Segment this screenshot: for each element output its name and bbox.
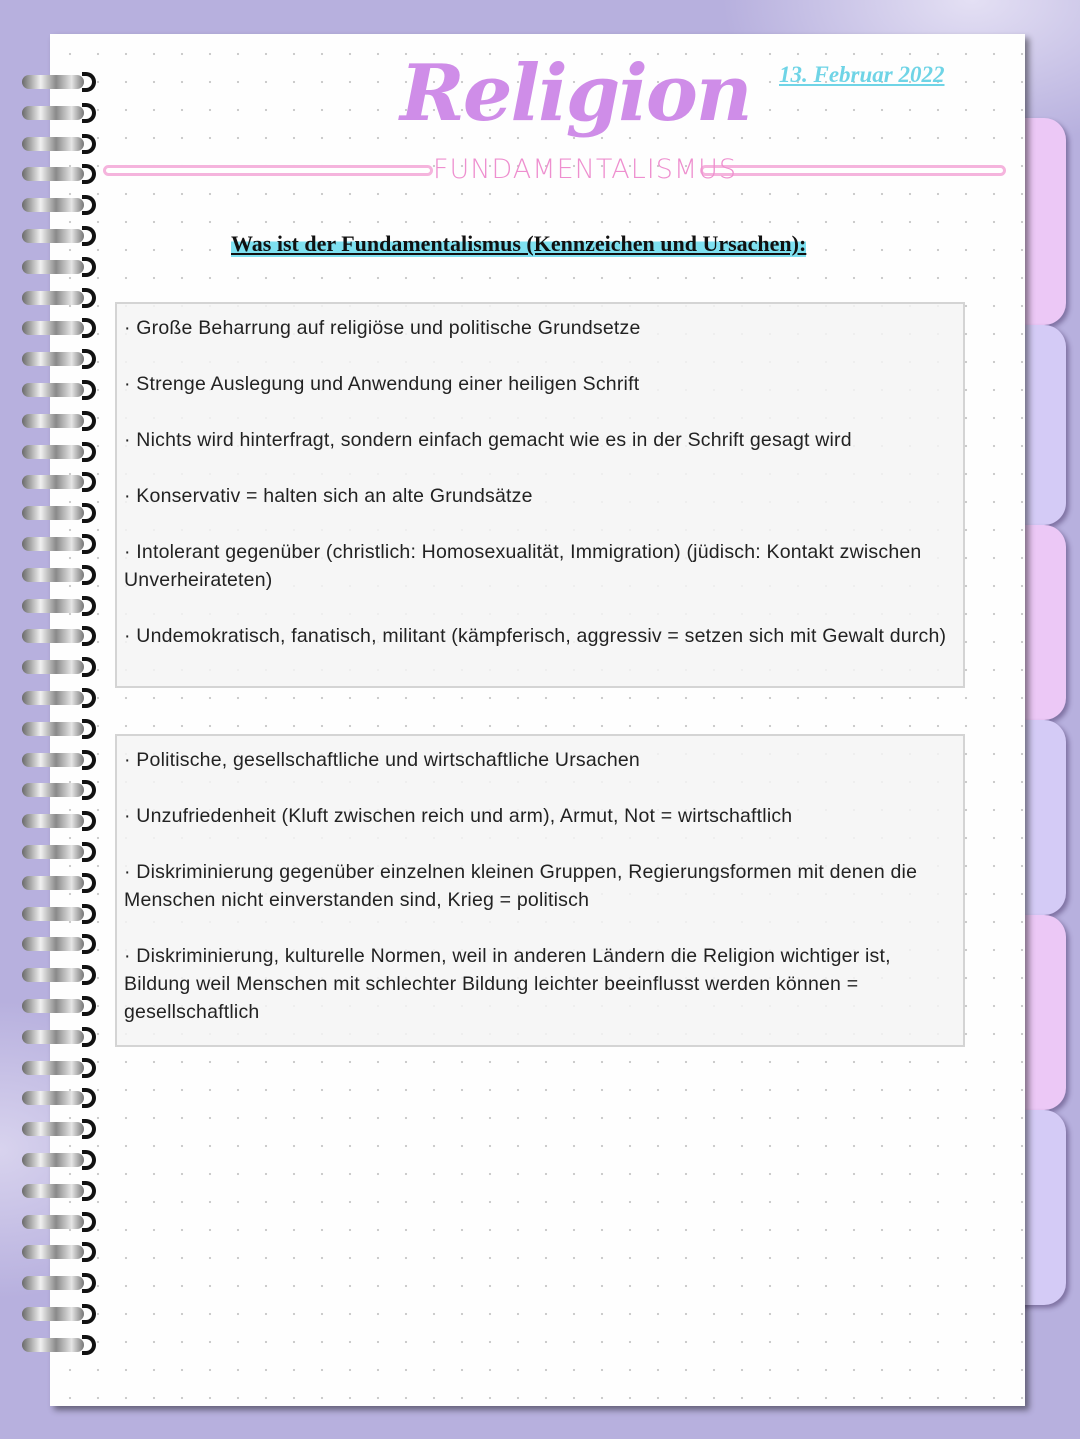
spiral-ring: [22, 103, 96, 123]
spiral-ring: [22, 688, 96, 708]
page-title: Religion: [400, 48, 751, 139]
spiral-ring: [22, 965, 96, 985]
spiral-ring: [22, 996, 96, 1016]
spiral-ring: [22, 1027, 96, 1047]
section-tab[interactable]: [1018, 915, 1066, 1110]
spiral-ring: [22, 596, 96, 616]
spiral-ring: [22, 411, 96, 431]
spiral-ring: [22, 1150, 96, 1170]
divider-right: [700, 165, 1006, 176]
spiral-ring: [22, 811, 96, 831]
spiral-ring: [22, 257, 96, 277]
spiral-ring: [22, 934, 96, 954]
spiral-ring: [22, 288, 96, 308]
spiral-ring: [22, 318, 96, 338]
spiral-ring: [22, 1181, 96, 1201]
spiral-ring: [22, 1273, 96, 1293]
spiral-ring: [22, 503, 96, 523]
spiral-ring: [22, 626, 96, 646]
section-tab[interactable]: [1018, 525, 1066, 720]
list-item: · Große Beharrung auf religiöse und politische Grundsetze: [124, 317, 641, 339]
spiral-ring: [22, 380, 96, 400]
section-tab[interactable]: [1018, 325, 1066, 525]
spiral-ring: [22, 657, 96, 677]
spiral-ring: [22, 842, 96, 862]
spiral-ring: [22, 472, 96, 492]
spiral-ring: [22, 1119, 96, 1139]
spiral-ring: [22, 780, 96, 800]
list-item: · Strenge Auslegung und Anwendung einer heiligen Schrift: [124, 373, 640, 395]
list-item: · Nichts wird hinterfragt, sondern einfach gemacht wie es in der Schrift gesagt wird: [124, 429, 852, 451]
list-item: · Unzufriedenheit (Kluft zwischen reich und arm), Armut, Not = wirtschaftlich: [124, 805, 793, 827]
subtitle: FUNDAMENTALISMUS: [433, 154, 738, 185]
list-item: · Intolerant gegenüber (christlich: Homosexualität, Immigration) (jüdisch: Kontakt zwischen Unverheirateten): [124, 541, 922, 591]
spiral-ring: [22, 534, 96, 554]
spiral-ring: [22, 195, 96, 215]
section-tab[interactable]: [1018, 720, 1066, 915]
spiral-ring: [22, 1058, 96, 1078]
characteristics-box: [115, 302, 965, 688]
spiral-ring: [22, 750, 96, 770]
spiral-ring: [22, 442, 96, 462]
spiral-ring: [22, 1212, 96, 1232]
list-item: · Politische, gesellschaftliche und wirtschaftliche Ursachen: [124, 749, 640, 771]
spiral-ring: [22, 134, 96, 154]
list-item: · Undemokratisch, fanatisch, militant (kämpferisch, aggressiv = setzen sich mit Gewalt durch): [124, 625, 947, 647]
section-tab[interactable]: [1018, 118, 1066, 325]
spiral-ring: [22, 226, 96, 246]
list-item: · Diskriminierung gegenüber einzelnen kleinen Gruppen, Regierungsformen mit denen die Menschen nicht einverstanden sind, Krieg = politisch: [124, 861, 918, 911]
spiral-ring: [22, 1088, 96, 1108]
causes-box: [115, 734, 965, 1047]
section-tab[interactable]: [1018, 1110, 1066, 1305]
spiral-ring: [22, 873, 96, 893]
spiral-ring: [22, 72, 96, 92]
spiral-ring: [22, 904, 96, 924]
list-item: · Diskriminierung, kulturelle Normen, weil in anderen Ländern die Religion wichtiger ist, Bildung weil Menschen mit schlechter Bildung leichter beeinflusst werden können = gesellschaftlich: [124, 945, 891, 1023]
divider-left: [103, 165, 433, 176]
spiral-ring: [22, 1242, 96, 1262]
spiral-ring: [22, 164, 96, 184]
spiral-ring: [22, 719, 96, 739]
spiral-ring: [22, 349, 96, 369]
list-item: · Konservativ = halten sich an alte Grundsätze: [124, 485, 533, 507]
spiral-ring: [22, 565, 96, 585]
date-label: 13. Februar 2022: [779, 62, 945, 87]
spiral-ring: [22, 1304, 96, 1324]
section-heading: Was ist der Fundamentalismus (Kennzeichen und Ursachen):: [231, 231, 807, 256]
spiral-ring: [22, 1335, 96, 1355]
